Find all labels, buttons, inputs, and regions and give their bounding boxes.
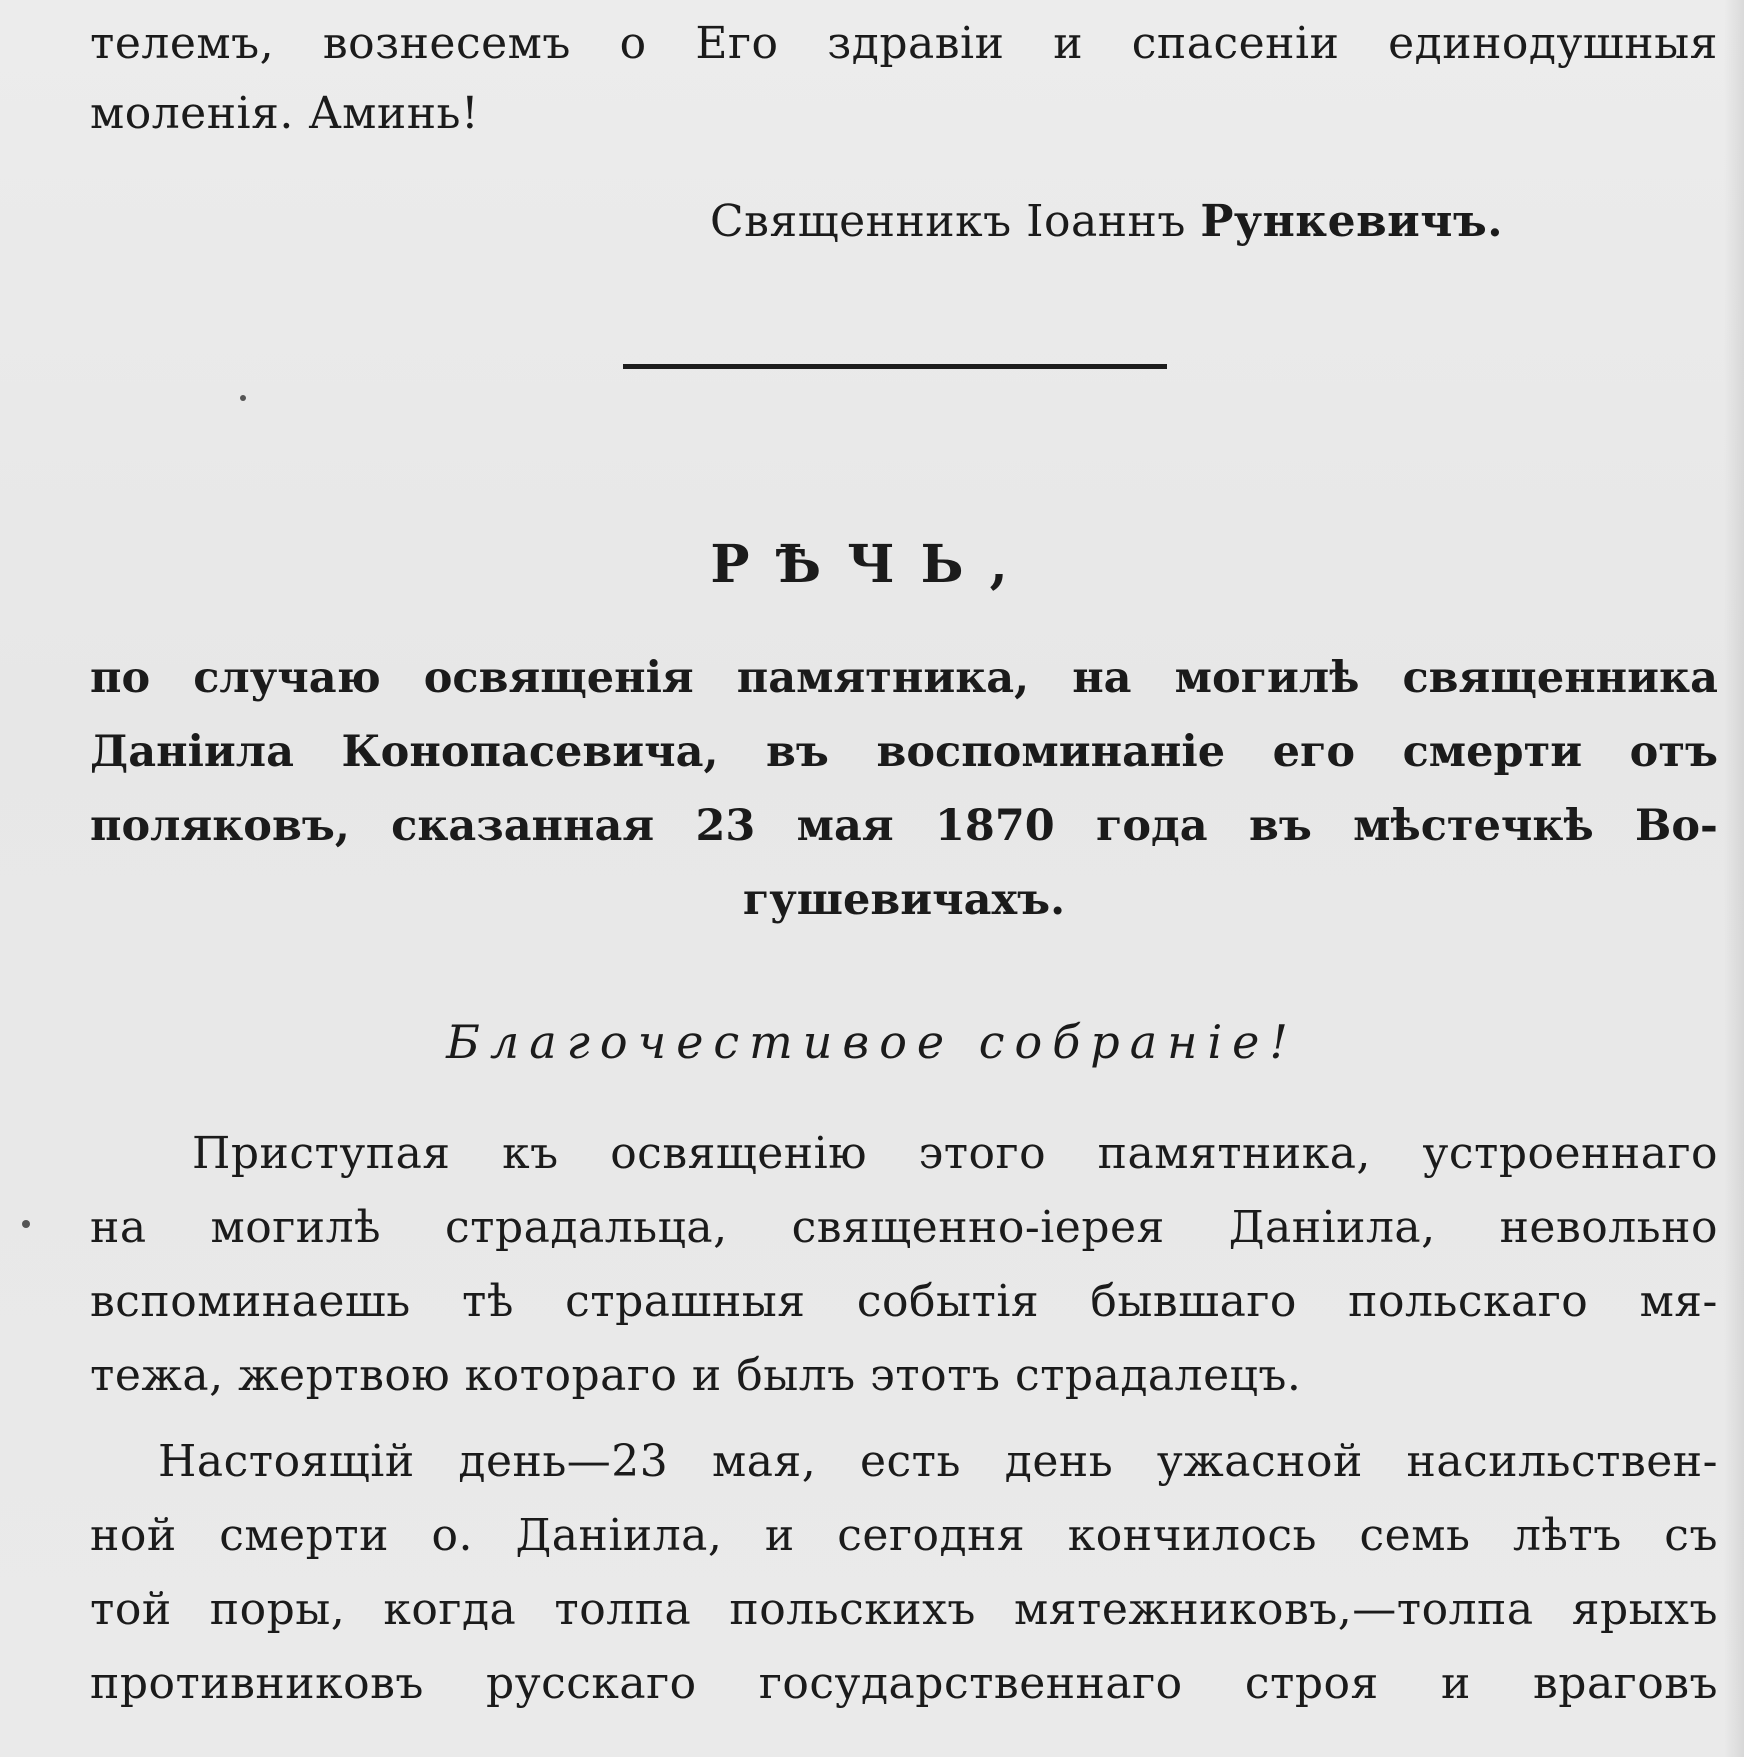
word: смерти (1402, 727, 1583, 777)
paragraph-line (90, 1580, 1718, 1640)
word: тѣ (462, 1276, 514, 1327)
section-divider (623, 364, 1167, 369)
word: есть (860, 1436, 961, 1487)
word: польскихъ (729, 1584, 976, 1635)
word: толпа (554, 1584, 692, 1635)
word: польскаго (1348, 1276, 1589, 1327)
word: сказанная (391, 801, 655, 851)
paragraph-line (90, 1272, 1718, 1332)
word: Даніила (90, 727, 294, 777)
word: на (1072, 653, 1132, 703)
word: и (1053, 18, 1084, 69)
word: противниковъ (90, 1658, 424, 1709)
word: русскаго (486, 1658, 697, 1709)
word: устроеннаго (1422, 1128, 1718, 1179)
word: случаю (193, 653, 381, 703)
word: священно-іерея (791, 1202, 1165, 1253)
signature-prefix: Священникъ Іоаннъ (710, 196, 1201, 247)
word: ужасной (1156, 1436, 1363, 1487)
paragraph-line (90, 1506, 1718, 1566)
word: Его (695, 18, 779, 69)
word: Настоящій (158, 1436, 415, 1487)
word: вознесемъ (322, 18, 571, 69)
page-title: РѢЧЬ, (710, 534, 1034, 595)
word: воспоминаніе (876, 727, 1226, 777)
word: этого (918, 1128, 1047, 1179)
word: вспоминаешь (90, 1276, 411, 1327)
word: невольно (1499, 1202, 1718, 1253)
paragraph-line (192, 1124, 1718, 1184)
word: памятника, (1097, 1128, 1371, 1179)
word: единодушныя (1388, 18, 1718, 69)
word: на (90, 1202, 147, 1253)
word: телемъ, (90, 18, 275, 69)
subheading-line: гушевичахъ. (742, 875, 1066, 925)
word: въ (1248, 801, 1312, 851)
word: по (90, 653, 151, 703)
subheading-line (90, 722, 1718, 782)
word: въ (766, 727, 829, 777)
word: день—23 (458, 1436, 669, 1487)
paragraph-line (90, 1654, 1718, 1714)
word: бывшаго (1090, 1276, 1297, 1327)
word: 23 (695, 801, 756, 851)
word: Во- (1635, 801, 1718, 851)
word: семь (1359, 1510, 1471, 1561)
word: тежа, жертвою котораго и былъ этотъ страдалецъ. (90, 1350, 1302, 1401)
word: спасеніи (1131, 18, 1340, 69)
word: памятника, (736, 653, 1030, 703)
word: Даніила, (1228, 1202, 1436, 1253)
word: поляковъ, (90, 801, 350, 851)
word: Даніила, (515, 1510, 723, 1561)
word: мая (796, 801, 894, 851)
word: Конопасевича, (341, 727, 719, 777)
word: государственнаго (758, 1658, 1183, 1709)
ink-mark (240, 395, 246, 401)
word: кончилось (1067, 1510, 1317, 1561)
word: могилѣ (1174, 653, 1360, 703)
word: день (1004, 1436, 1114, 1487)
word: смерти (219, 1510, 389, 1561)
word: страшныя (565, 1276, 806, 1327)
word: мятежниковъ,—толпа (1014, 1584, 1534, 1635)
word: насильствен- (1406, 1436, 1718, 1487)
word: враговъ (1533, 1658, 1718, 1709)
word: той (90, 1584, 172, 1635)
subheading-line (90, 648, 1718, 708)
word: Приступая (192, 1128, 451, 1179)
word: и (1440, 1658, 1471, 1709)
paragraph-line (90, 1198, 1718, 1258)
signature (710, 192, 1503, 252)
word: о (619, 18, 647, 69)
greeting: Благочестивое собраніе! (446, 1015, 1298, 1069)
word: 1870 (935, 801, 1055, 851)
word: поры, (209, 1584, 346, 1635)
word: ной (90, 1510, 177, 1561)
word: здравіи (827, 18, 1005, 69)
word: священника (1402, 653, 1718, 703)
word: событія (856, 1276, 1040, 1327)
word: отъ (1629, 727, 1718, 777)
word: ярыхъ (1571, 1584, 1718, 1635)
word: сегодня (837, 1510, 1026, 1561)
word: о. (431, 1510, 473, 1561)
paragraph-line (90, 1346, 1718, 1406)
word: къ (502, 1128, 559, 1179)
page-edge-shadow (1724, 0, 1744, 1757)
subheading-line (90, 796, 1718, 856)
paragraph-line (158, 1432, 1718, 1492)
word: съ (1664, 1510, 1718, 1561)
text-line: моленія. Аминь! (90, 88, 480, 139)
word: мая, (712, 1436, 817, 1487)
word: освященію (610, 1128, 867, 1179)
word: страдальца, (445, 1202, 728, 1253)
text-line (90, 14, 1718, 74)
word: освященія (423, 653, 694, 703)
word: когда (383, 1584, 517, 1635)
word: могилѣ (210, 1202, 382, 1253)
word: года (1096, 801, 1208, 851)
word: и (764, 1510, 795, 1561)
word: мя- (1639, 1276, 1718, 1327)
word: его (1272, 727, 1356, 777)
word: строя (1244, 1658, 1379, 1709)
signature-surname: Рункевичъ. (1200, 196, 1504, 247)
word: мѣстечкѣ (1353, 801, 1594, 851)
ink-mark (22, 1220, 30, 1228)
word: лѣтъ (1512, 1510, 1622, 1561)
